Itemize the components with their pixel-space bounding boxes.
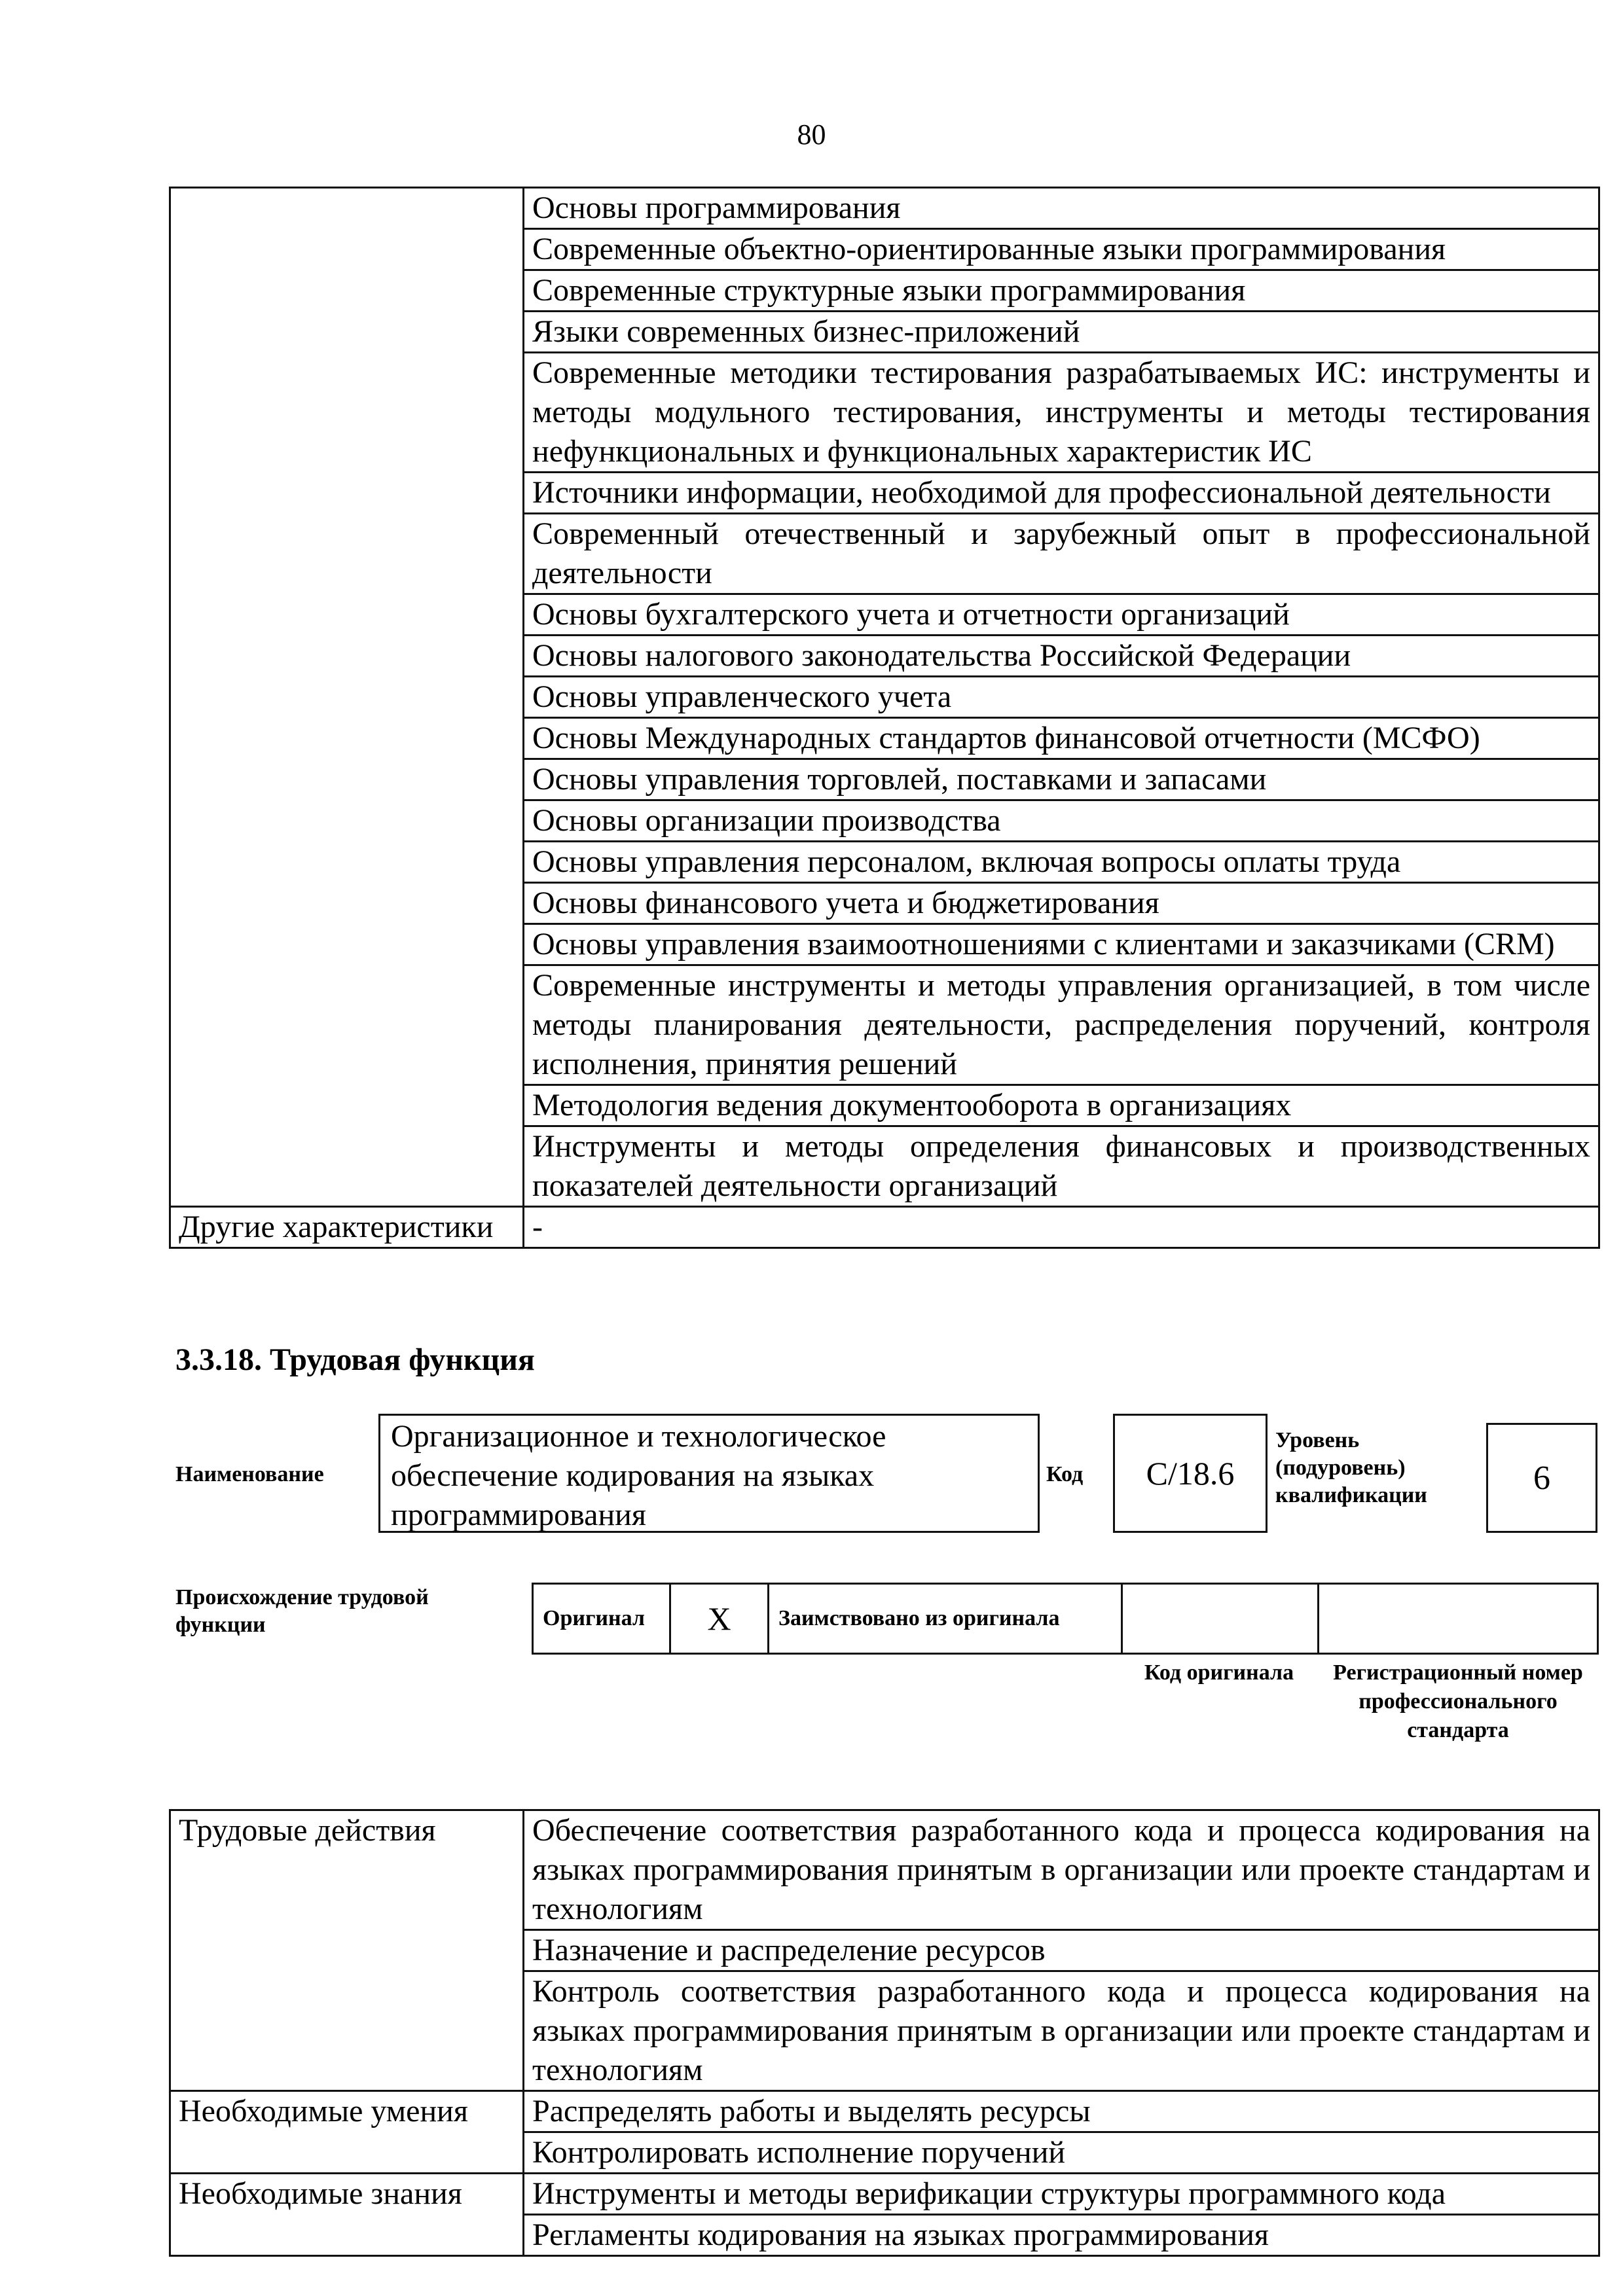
origin-table — [532, 1583, 1599, 1655]
empty-label-cell — [170, 188, 524, 229]
table-row — [170, 2091, 1599, 2132]
empty-label-cell — [170, 677, 524, 718]
empty-label-cell — [170, 2132, 524, 2174]
empty-label-cell — [170, 924, 524, 965]
table-row — [170, 1930, 1599, 1971]
empty-label-cell — [170, 1126, 524, 1207]
labor-actions-label: Трудовые действия — [170, 1810, 524, 1930]
empty-label-cell — [170, 636, 524, 677]
function-name-box: Организационное и технологическое обеспечение кодирования на языках программирования — [378, 1414, 1040, 1533]
level-label: Уровень (подуровень) квалификации — [1275, 1428, 1427, 1507]
table-row — [170, 594, 1599, 636]
empty-label-cell — [170, 883, 524, 924]
table-row — [170, 1085, 1599, 1126]
required-knowledge-item: Инструменты и методы верификации структуры программного кода — [524, 2174, 1599, 2215]
empty-label-cell — [170, 353, 524, 473]
name-label: Наименование — [175, 1462, 324, 1486]
knowledge-item: Основы управления персоналом, включая вопросы оплаты труда — [524, 842, 1599, 883]
table-row — [170, 1126, 1599, 1207]
empty-label-cell — [170, 2215, 524, 2256]
function-code-box: С/18.6 — [1113, 1414, 1267, 1533]
knowledge-item: Основы налогового законодательства Российской Федерации — [524, 636, 1599, 677]
original-mark: X — [670, 1584, 769, 1654]
page-number: 80 — [797, 118, 826, 151]
required-skills-item: Распределять работы и выделять ресурсы — [524, 2091, 1599, 2132]
registration-number-caption: Регистрационный номер профессионального стандарта — [1333, 1660, 1583, 1742]
table-row — [170, 514, 1599, 594]
labor-actions-item: Обеспечение соответствия разработанного кода и процесса кодирования на языках программирования принятым в организации или проекте стандартам и технологиям — [524, 1810, 1599, 1930]
registration-number-cell — [1319, 1584, 1598, 1654]
borrowed-label: Заимствовано из оригинала — [769, 1584, 1122, 1654]
table-row — [170, 2174, 1599, 2215]
required-skills-label: Необходимые умения — [170, 2091, 524, 2132]
empty-label-cell — [170, 229, 524, 270]
knowledge-item: Инструменты и методы определения финансовых и производственных показателей деятельности организаций — [524, 1126, 1599, 1207]
empty-label-cell — [170, 1085, 524, 1126]
empty-label-cell — [170, 1930, 524, 1971]
required-knowledge-label: Необходимые знания — [170, 2174, 524, 2215]
table-row — [170, 1207, 1599, 1248]
required-skills-item: Контролировать исполнение поручений — [524, 2132, 1599, 2174]
empty-label-cell — [170, 594, 524, 636]
knowledge-item: Современные объектно-ориентированные языки программирования — [524, 229, 1599, 270]
origin-label: Происхождение трудовой функции — [175, 1585, 429, 1637]
table-row — [170, 2132, 1599, 2174]
table-row — [170, 270, 1599, 312]
knowledge-item: Современный отечественный и зарубежный опыт в профессиональной деятельности — [524, 514, 1599, 594]
table-row — [170, 2215, 1599, 2256]
knowledge-item: Современные методики тестирования разрабатываемых ИС: инструменты и методы модульного тестирования, инструменты и методы тестирования нефункциональных и функциональных характеристик ИС — [524, 353, 1599, 473]
empty-label-cell — [170, 473, 524, 514]
table-row — [170, 1971, 1599, 2091]
table-row — [170, 842, 1599, 883]
labor-actions-item: Назначение и распределение ресурсов — [524, 1930, 1599, 1971]
knowledge-item: Основы организации производства — [524, 800, 1599, 842]
table-row — [170, 1810, 1599, 1930]
knowledge-item: Основы управления торговлей, поставками и запасами — [524, 759, 1599, 800]
empty-label-cell — [170, 514, 524, 594]
empty-label-cell — [170, 718, 524, 759]
knowledge-item: Языки современных бизнес-приложений — [524, 312, 1599, 353]
table-row — [170, 188, 1599, 229]
section-heading: 3.3.18. Трудовая функция — [175, 1342, 535, 1377]
table-row — [170, 312, 1599, 353]
other-characteristics-value: - — [524, 1207, 1599, 1248]
table-row — [170, 759, 1599, 800]
empty-label-cell — [170, 1971, 524, 2091]
knowledge-item: Современные инструменты и методы управления организацией, в том числе методы планирования деятельности, распределения поручений, контроля исполнения, принятия решений — [524, 965, 1599, 1085]
duties-table — [169, 1809, 1600, 2257]
labor-actions-item: Контроль соответствия разработанного кода и процесса кодирования на языках программирования принятым в организации или проекте стандартам и технологиям — [524, 1971, 1599, 2091]
empty-label-cell — [170, 965, 524, 1085]
knowledge-table — [169, 187, 1600, 1249]
table-row — [170, 965, 1599, 1085]
empty-label-cell — [170, 759, 524, 800]
table-row — [170, 353, 1599, 473]
knowledge-item: Основы управления взаимоотношениями с клиентами и заказчиками (CRM) — [524, 924, 1599, 965]
original-code-caption: Код оригинала — [1144, 1660, 1294, 1685]
knowledge-item: Основы финансового учета и бюджетирования — [524, 883, 1599, 924]
required-knowledge-item: Регламенты кодирования на языках программирования — [524, 2215, 1599, 2256]
table-row — [170, 473, 1599, 514]
knowledge-item: Источники информации, необходимой для профессиональной деятельности — [524, 473, 1599, 514]
other-characteristics-label: Другие характеристики — [170, 1207, 524, 1248]
table-row — [170, 229, 1599, 270]
knowledge-item: Основы программирования — [524, 188, 1599, 229]
table-row — [170, 718, 1599, 759]
table-row — [170, 677, 1599, 718]
code-label: Код — [1046, 1462, 1084, 1486]
knowledge-item: Основы бухгалтерского учета и отчетности организаций — [524, 594, 1599, 636]
original-code-cell — [1122, 1584, 1319, 1654]
qualification-level-box: 6 — [1486, 1423, 1597, 1533]
empty-label-cell — [170, 270, 524, 312]
original-label: Оригинал — [533, 1584, 670, 1654]
knowledge-item: Современные структурные языки программирования — [524, 270, 1599, 312]
table-row — [170, 883, 1599, 924]
knowledge-item: Методология ведения документооборота в организациях — [524, 1085, 1599, 1126]
knowledge-item: Основы Международных стандартов финансовой отчетности (МСФО) — [524, 718, 1599, 759]
empty-label-cell — [170, 312, 524, 353]
table-row — [170, 924, 1599, 965]
empty-label-cell — [170, 842, 524, 883]
table-row — [170, 800, 1599, 842]
empty-label-cell — [170, 800, 524, 842]
knowledge-item: Основы управленческого учета — [524, 677, 1599, 718]
table-row — [170, 636, 1599, 677]
